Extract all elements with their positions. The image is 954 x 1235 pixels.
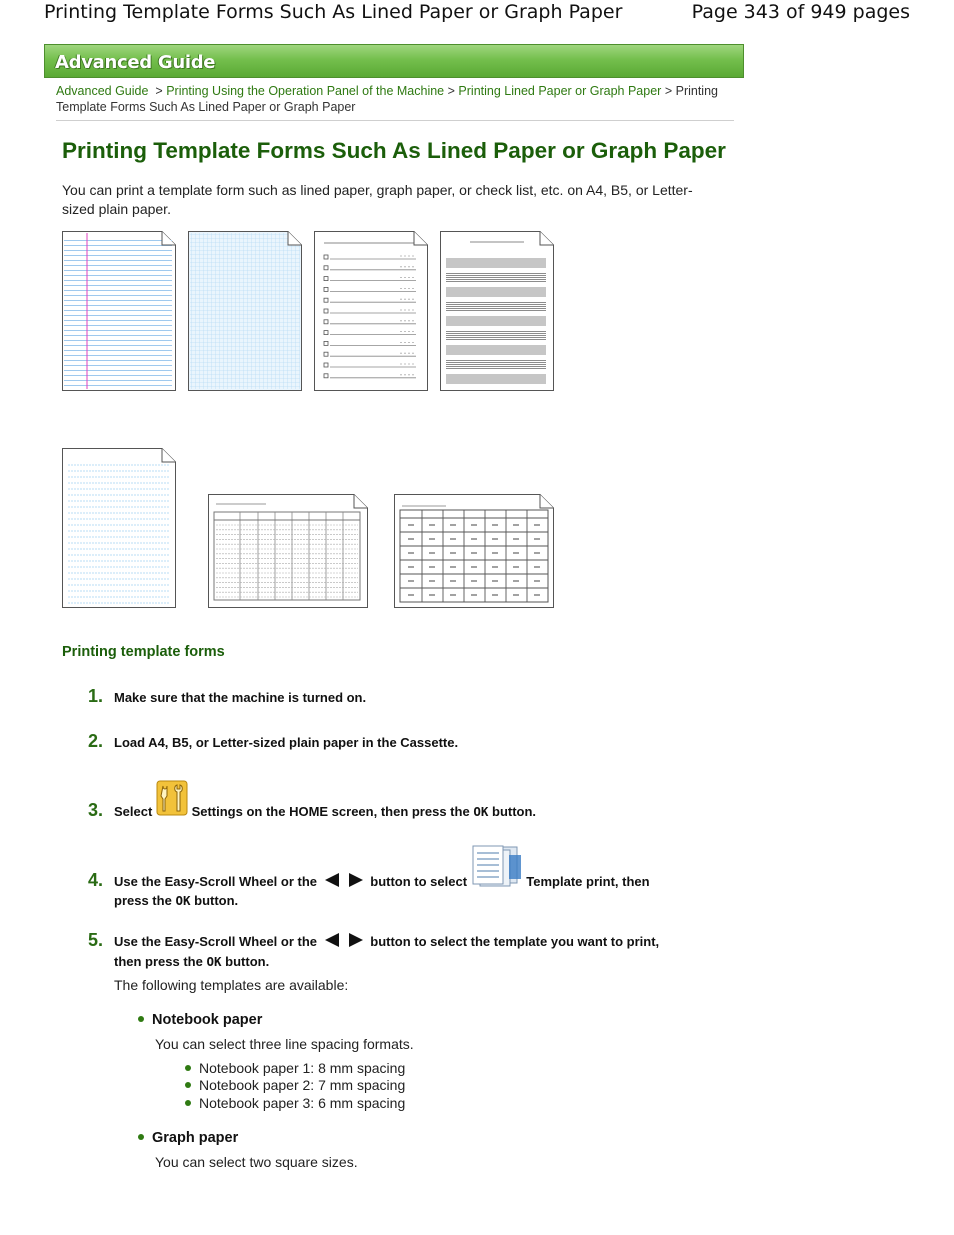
list-item-text: Notebook paper 2: 7 mm spacing: [199, 1077, 406, 1093]
step-4: [88, 845, 728, 910]
step-text: button.: [194, 893, 239, 908]
list-item: [185, 1095, 405, 1111]
document-title: Printing Template Forms Such As Lined Paper or Graph Paper: [44, 1, 623, 23]
step-number: 2.: [88, 731, 104, 751]
handwriting-paper-thumbnail: [62, 448, 176, 608]
breadcrumb-separator: >: [447, 84, 455, 98]
list-item-text: Notebook paper 3: 6 mm spacing: [199, 1095, 406, 1111]
step-text: button.: [225, 954, 270, 970]
divider: [56, 120, 734, 121]
left-right-arrows-icon: [325, 873, 363, 892]
step-1: [88, 687, 366, 707]
section-title: Printing template forms: [62, 644, 225, 660]
list-item: [185, 1077, 405, 1093]
notebook-paper-thumbnail: [62, 231, 176, 391]
step-text: button to select: [370, 873, 468, 889]
step-text: press the: [114, 893, 172, 908]
breadcrumb-current: Printing Template Forms Such As Lined Paper or Graph Paper: [56, 84, 718, 114]
step-text: then press the: [114, 954, 203, 970]
notebook-paper-title: Notebook paper: [152, 1012, 263, 1028]
step-text: button to select the template you want to print,: [370, 934, 660, 949]
staff-rows: [446, 259, 546, 383]
settings-tools-icon: [156, 780, 188, 821]
graph-paper-bullet: [138, 1130, 238, 1146]
weekly-schedule-thumbnail: [208, 494, 368, 608]
step-3: [88, 780, 536, 821]
graph-paper-title: Graph paper: [152, 1130, 239, 1146]
step-5: [88, 931, 728, 971]
bullet-dot: [185, 1082, 191, 1088]
step-text: Load A4, B5, or Letter-sized plain paper in the Cassette.: [114, 735, 459, 750]
breadcrumb-separator: >: [155, 84, 163, 98]
graph-paper-thumbnail: [188, 231, 302, 391]
breadcrumb-link-lined-graph-paper[interactable]: Printing Lined Paper or Graph Paper: [458, 84, 662, 98]
monthly-schedule-thumbnail: [394, 494, 554, 608]
step-number: 3.: [88, 800, 104, 820]
page-counter: Page 343 of 949 pages: [691, 1, 910, 23]
page-title: Printing Template Forms Such As Lined Paper or Graph Paper: [62, 138, 726, 163]
breadcrumb-link-operation-panel[interactable]: Printing Using the Operation Panel of the Machine: [166, 84, 445, 98]
ok-button-label: OK: [175, 893, 191, 908]
notebook-paper-bullet: [138, 1012, 262, 1028]
step-text: Use the Easy-Scroll Wheel or the: [114, 873, 318, 889]
bullet-dot: [185, 1065, 191, 1071]
step-number: 5.: [88, 930, 104, 950]
list-item: [185, 1060, 405, 1076]
page-header: [0, 0, 954, 28]
list-item-text: Notebook paper 1: 8 mm spacing: [199, 1060, 406, 1076]
step-text: Use the Easy-Scroll Wheel or the: [114, 934, 318, 949]
step-text: Select: [114, 804, 153, 819]
graph-paper-desc: You can select two square sizes.: [155, 1154, 358, 1170]
banner-label: Advanced Guide: [55, 52, 216, 73]
step-text: Make sure that the machine is turned on.: [114, 690, 367, 705]
step-text: Template print, then: [526, 873, 650, 889]
bullet-dot: [138, 1134, 144, 1140]
breadcrumb-link-advanced-guide[interactable]: Advanced Guide: [56, 84, 149, 98]
notebook-paper-desc: You can select three line spacing formats.: [155, 1036, 414, 1052]
step-number: 4.: [88, 869, 104, 890]
bullet-dot: [138, 1016, 144, 1022]
advanced-guide-banner: [44, 44, 744, 78]
ok-button-label: OK: [473, 804, 489, 819]
intro-text: You can print a template form such as lined paper, graph paper, or check list, etc. on A4, B5, or Letter-sized plain paper.: [62, 182, 693, 217]
step-text: Settings on the HOME screen, then press the: [191, 804, 470, 819]
staff-paper-thumbnail: [440, 231, 554, 391]
bullet-dot: [185, 1100, 191, 1106]
step-number: 1.: [88, 686, 104, 706]
step-text: button.: [492, 804, 537, 819]
checklist-thumbnail: [314, 231, 428, 391]
breadcrumb: [56, 83, 726, 115]
left-right-arrows-icon: [325, 933, 363, 952]
ok-button-label: OK: [206, 954, 222, 970]
breadcrumb-separator: >: [664, 84, 673, 98]
step-2: [88, 732, 458, 752]
available-templates-text: The following templates are available:: [114, 977, 349, 993]
template-print-icon: [471, 845, 523, 892]
